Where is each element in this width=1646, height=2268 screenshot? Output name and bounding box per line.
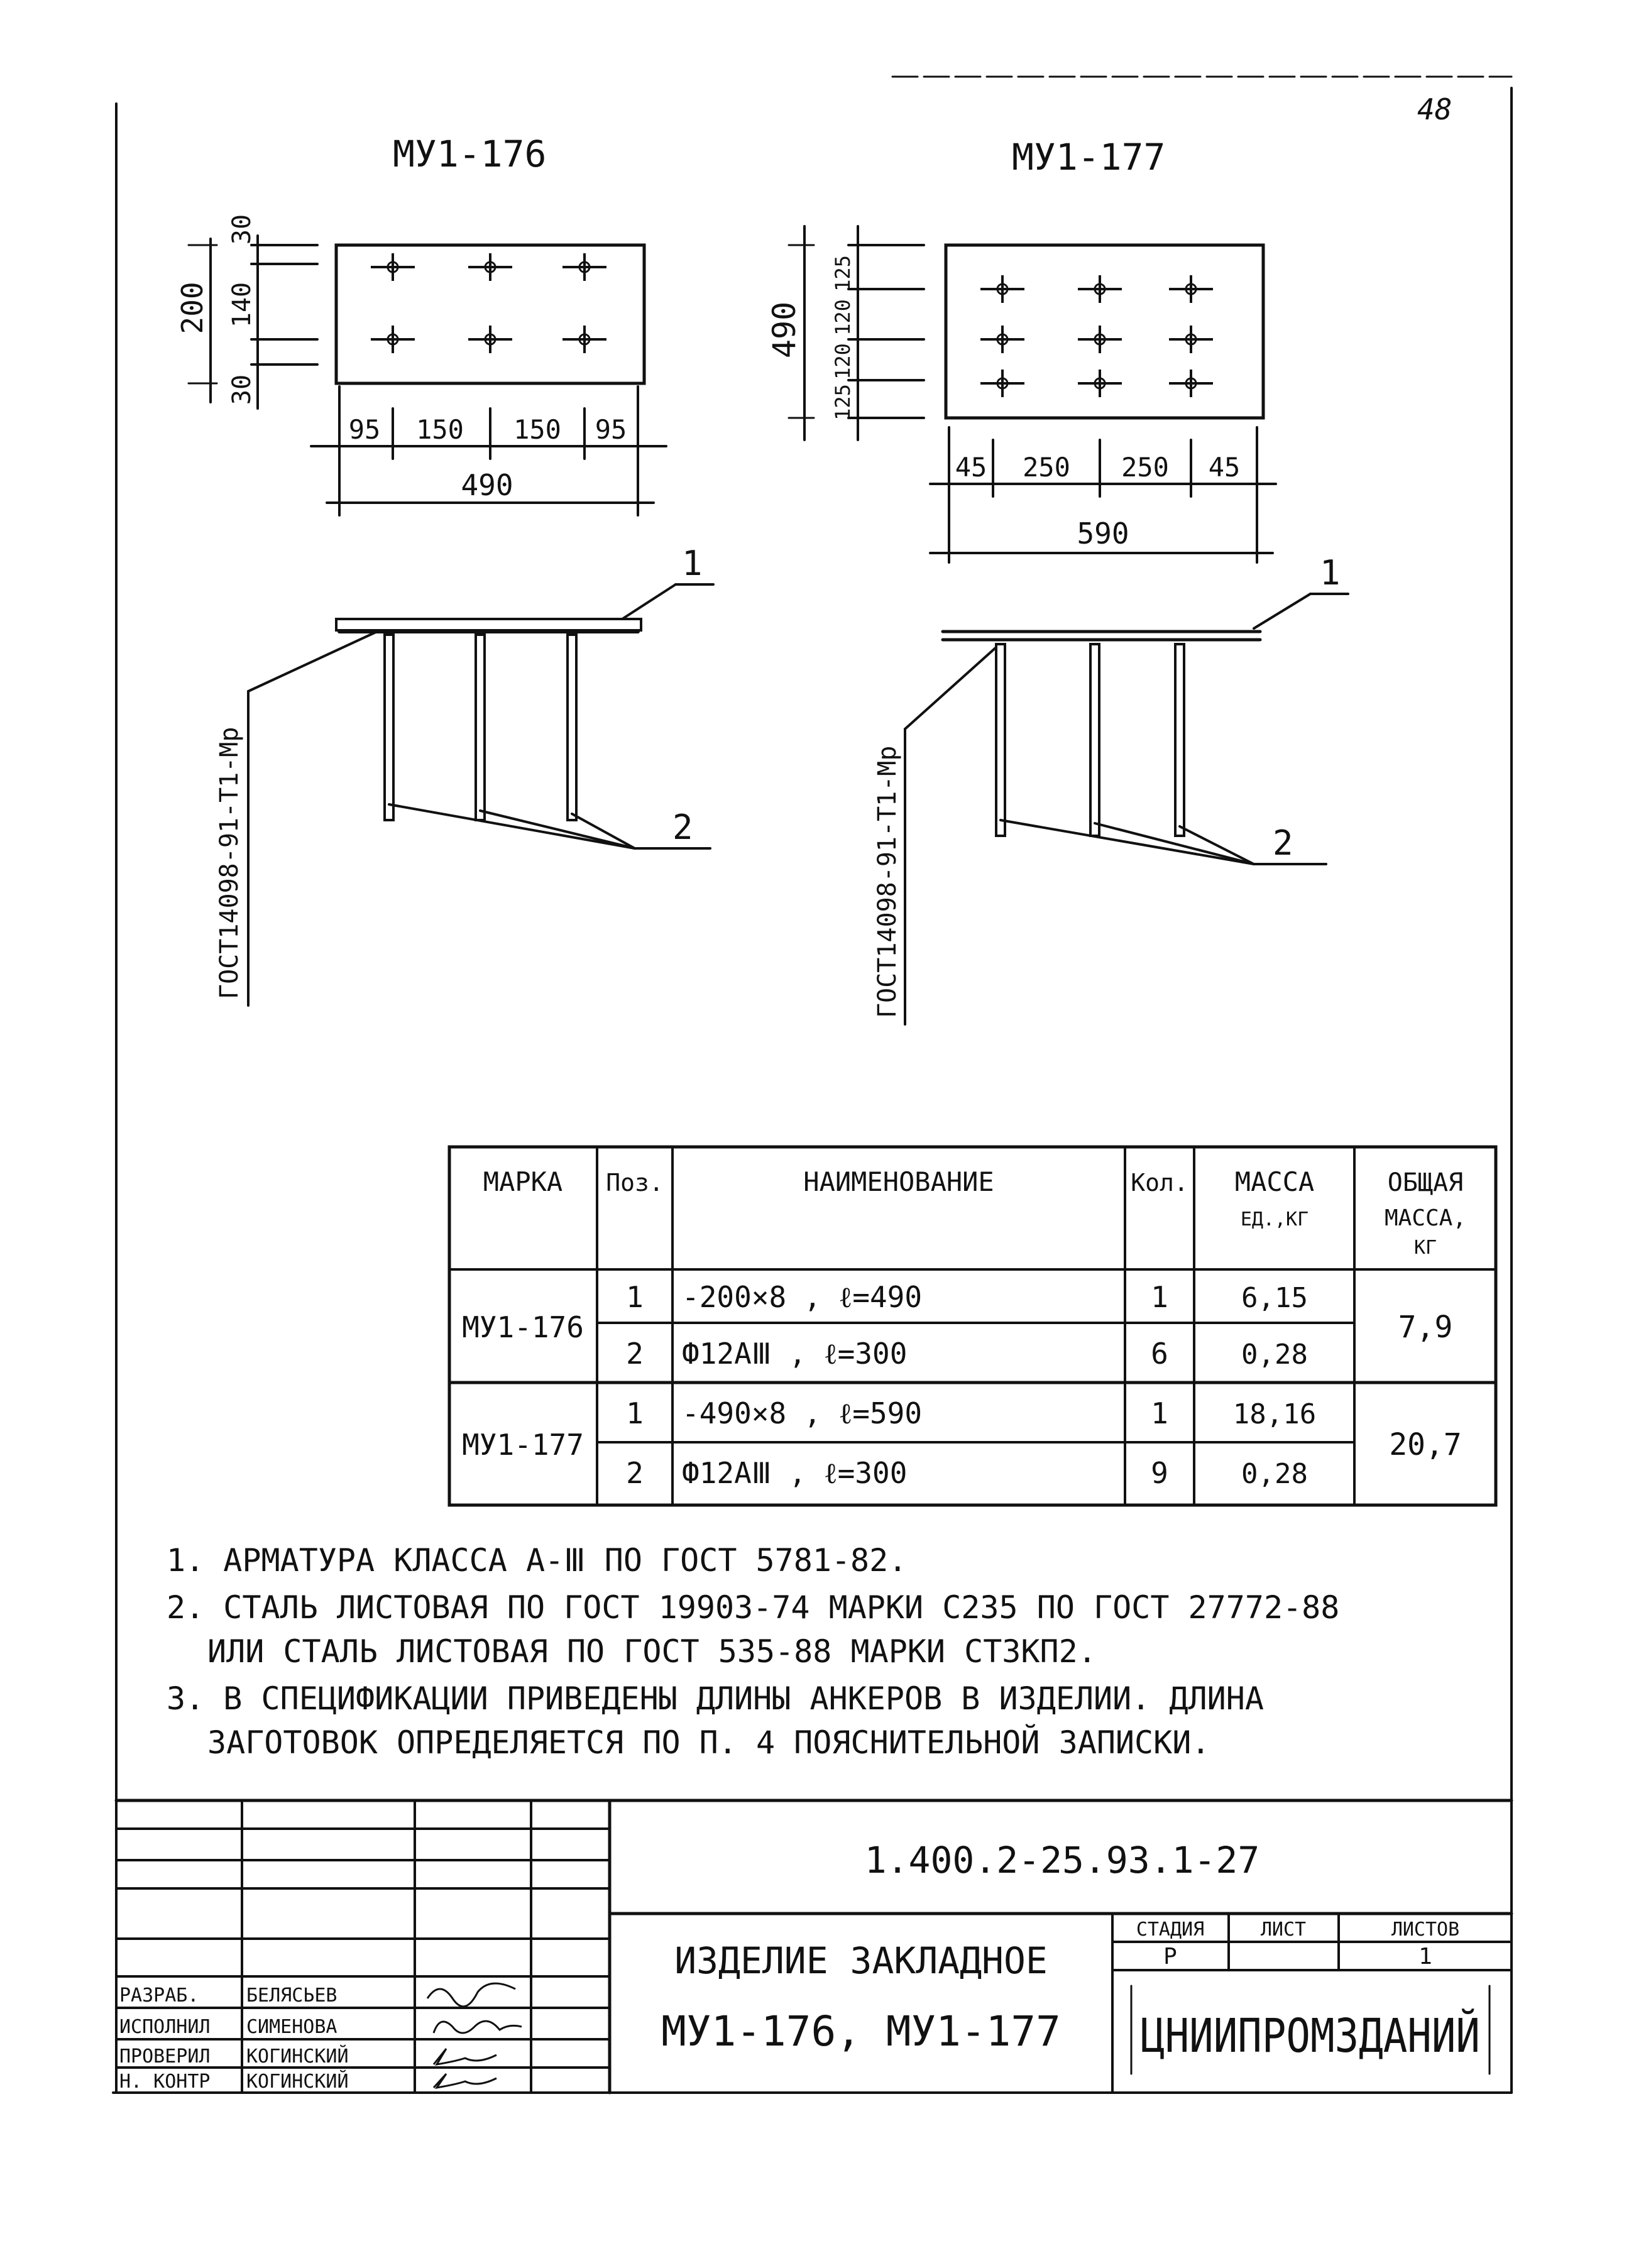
- right-elevation-view: [905, 594, 1348, 1024]
- role-norm-control: Н. КОНТР: [119, 2071, 211, 2093]
- right-anchor-holes: [980, 275, 1213, 397]
- right-anchor-bar: [1175, 644, 1184, 836]
- spec-qty: 6: [1151, 1337, 1168, 1371]
- spec-mark: МУ1-177: [462, 1428, 584, 1462]
- dim-left-v-mid: 140: [228, 282, 256, 328]
- dim-right-h-4: 45: [1208, 452, 1241, 483]
- doc-code: 1.400.2-25.93.1-27: [864, 1839, 1260, 1882]
- role-checker: ПРОВЕРИЛ: [119, 2046, 211, 2068]
- name-executor: СИМЕНОВА: [246, 2016, 337, 2038]
- sheet-label: ЛИСТ: [1260, 1919, 1307, 1941]
- role-developer: РАЗРАБ.: [119, 1985, 199, 2007]
- signature: [434, 2074, 497, 2088]
- left-anchor-bar: [476, 635, 485, 820]
- dim-left-h-3: 150: [513, 414, 561, 445]
- spec-header-qty: Кол.: [1131, 1169, 1188, 1197]
- left-weld-note: ГОСТ14098-91-Т1-Мр: [215, 726, 244, 999]
- dim-left-h-total: 490: [461, 468, 513, 502]
- spec-total-mass: 20,7: [1389, 1427, 1462, 1462]
- title-line-2: МУ1-176, МУ1-177: [661, 2007, 1061, 2056]
- right-plan-view: [789, 226, 1276, 562]
- spec-header-mass-unit-sub: ЕД.,КГ: [1240, 1208, 1309, 1230]
- spec-total-mass: 7,9: [1398, 1310, 1453, 1345]
- signatures: [427, 1983, 522, 2088]
- dim-right-v-4: 125: [831, 384, 855, 420]
- spec-table-grid: [449, 1147, 1496, 1505]
- dim-left-h-2: 150: [416, 414, 464, 445]
- role-executor: ИСПОЛНИЛ: [119, 2016, 211, 2038]
- spec-mass: 6,15: [1241, 1282, 1308, 1314]
- name-norm-control: КОГИНСКИЙ: [246, 2071, 349, 2093]
- sheets-label: ЛИСТОВ: [1391, 1919, 1460, 1941]
- spec-header-name: НАИМЕНОВАНИЕ: [803, 1166, 994, 1197]
- dim-right-h-total: 590: [1077, 517, 1129, 551]
- spec-mass: 0,28: [1241, 1339, 1308, 1371]
- dim-right-v-2: 120: [831, 299, 855, 336]
- sheets-value: 1: [1418, 1944, 1432, 1969]
- dim-right-h-3: 250: [1121, 452, 1169, 483]
- dim-left-v-top: 30: [228, 214, 256, 245]
- signature: [434, 2049, 497, 2064]
- spec-pos: 1: [626, 1280, 644, 1314]
- stage-value: Р: [1163, 1944, 1177, 1969]
- left-view-title: МУ1-176: [393, 133, 547, 175]
- left-anchor-bar: [385, 635, 393, 820]
- note-1: 1. АРМАТУРА КЛАССА А-Ⅲ ПО ГОСТ 5781-82.: [167, 1542, 908, 1579]
- right-pos2-label: 2: [1273, 823, 1293, 863]
- organization-name: ЦНИИПРОМЗДАНИЙ: [1141, 2009, 1533, 2063]
- stage-label: СТАДИЯ: [1136, 1919, 1205, 1941]
- spec-mark: МУ1-176: [462, 1310, 584, 1344]
- spec-pos: 2: [626, 1337, 644, 1371]
- note-2b: ИЛИ СТАЛЬ ЛИСТОВАЯ ПО ГОСТ 535-88 МАРКИ СТ3КП2.: [207, 1633, 1097, 1670]
- left-pos2-label: 2: [672, 808, 693, 847]
- spec-header-mass-unit: МАССА: [1234, 1166, 1315, 1197]
- note-3a: 3. В СПЕЦИФИКАЦИИ ПРИВЕДЕНЫ ДЛИНЫ АНКЕРОВ В ИЗДЕЛИИ. ДЛИНА: [167, 1680, 1264, 1717]
- dim-right-v-total: 490: [766, 301, 803, 359]
- signature: [434, 2021, 522, 2033]
- spec-header-pos: Поз.: [606, 1169, 664, 1197]
- spec-name: -200×8 , ℓ=490: [682, 1280, 923, 1314]
- dim-right-v-3: 120: [831, 343, 855, 380]
- spec-name: Ф12АⅢ , ℓ=300: [682, 1456, 908, 1490]
- dim-right-v-1: 125: [831, 255, 855, 292]
- spec-mass: 18,16: [1232, 1398, 1317, 1430]
- dim-left-v-total: 200: [175, 282, 209, 334]
- spec-qty: 9: [1151, 1456, 1168, 1490]
- spec-pos: 2: [626, 1456, 644, 1490]
- spec-header-total-unit: КГ: [1413, 1237, 1437, 1259]
- spec-name: -490×8 , ℓ=590: [682, 1396, 923, 1430]
- dim-right-h-2: 250: [1023, 452, 1070, 483]
- right-weld-note: ГОСТ14098-91-Т1-Мр: [873, 745, 902, 1018]
- dim-right-h-1: 45: [955, 452, 987, 483]
- dim-left-v-bottom: 30: [228, 374, 256, 405]
- right-pos1-label: 1: [1320, 553, 1341, 593]
- left-anchor-holes: [371, 253, 606, 353]
- spec-header-total-sub: МАССА,: [1384, 1205, 1467, 1231]
- page-number: 48: [1417, 92, 1452, 126]
- spec-qty: 1: [1151, 1396, 1168, 1430]
- left-pos1-label: 1: [682, 544, 703, 583]
- note-2a: 2. СТАЛЬ ЛИСТОВАЯ ПО ГОСТ 19903-74 МАРКИ С235 ПО ГОСТ 27772-88: [167, 1589, 1340, 1626]
- dim-left-h-4: 95: [595, 414, 627, 445]
- spec-header-total: ОБЩАЯ: [1387, 1168, 1464, 1197]
- name-checker: КОГИНСКИЙ: [246, 2046, 349, 2068]
- right-anchor-bar: [996, 644, 1005, 836]
- dim-left-h-1: 95: [348, 414, 381, 445]
- right-plate-outline: [946, 245, 1263, 418]
- spec-header-mark: МАРКА: [483, 1166, 563, 1197]
- left-elevation-view: [248, 584, 713, 1005]
- left-plan-view: [189, 236, 666, 515]
- spec-name: Ф12АⅢ , ℓ=300: [682, 1337, 908, 1371]
- signature: [427, 1983, 515, 2007]
- left-anchor-bar: [568, 635, 576, 820]
- note-3b: ЗАГОТОВОК ОПРЕДЕЛЯЕТСЯ ПО П. 4 ПОЯСНИТЕЛЬНОЙ ЗАПИСКИ.: [207, 1724, 1210, 1761]
- name-developer: БЕЛЯСЬЕВ: [246, 1985, 337, 2007]
- spec-qty: 1: [1151, 1280, 1168, 1314]
- right-anchor-bar: [1090, 644, 1099, 836]
- left-plate-section: [336, 619, 641, 630]
- spec-mass: 0,28: [1241, 1458, 1308, 1490]
- right-view-title: МУ1-177: [1012, 136, 1166, 178]
- title-line-1: ИЗДЕЛИЕ ЗАКЛАДНОЕ: [674, 1939, 1048, 1982]
- spec-pos: 1: [626, 1396, 644, 1430]
